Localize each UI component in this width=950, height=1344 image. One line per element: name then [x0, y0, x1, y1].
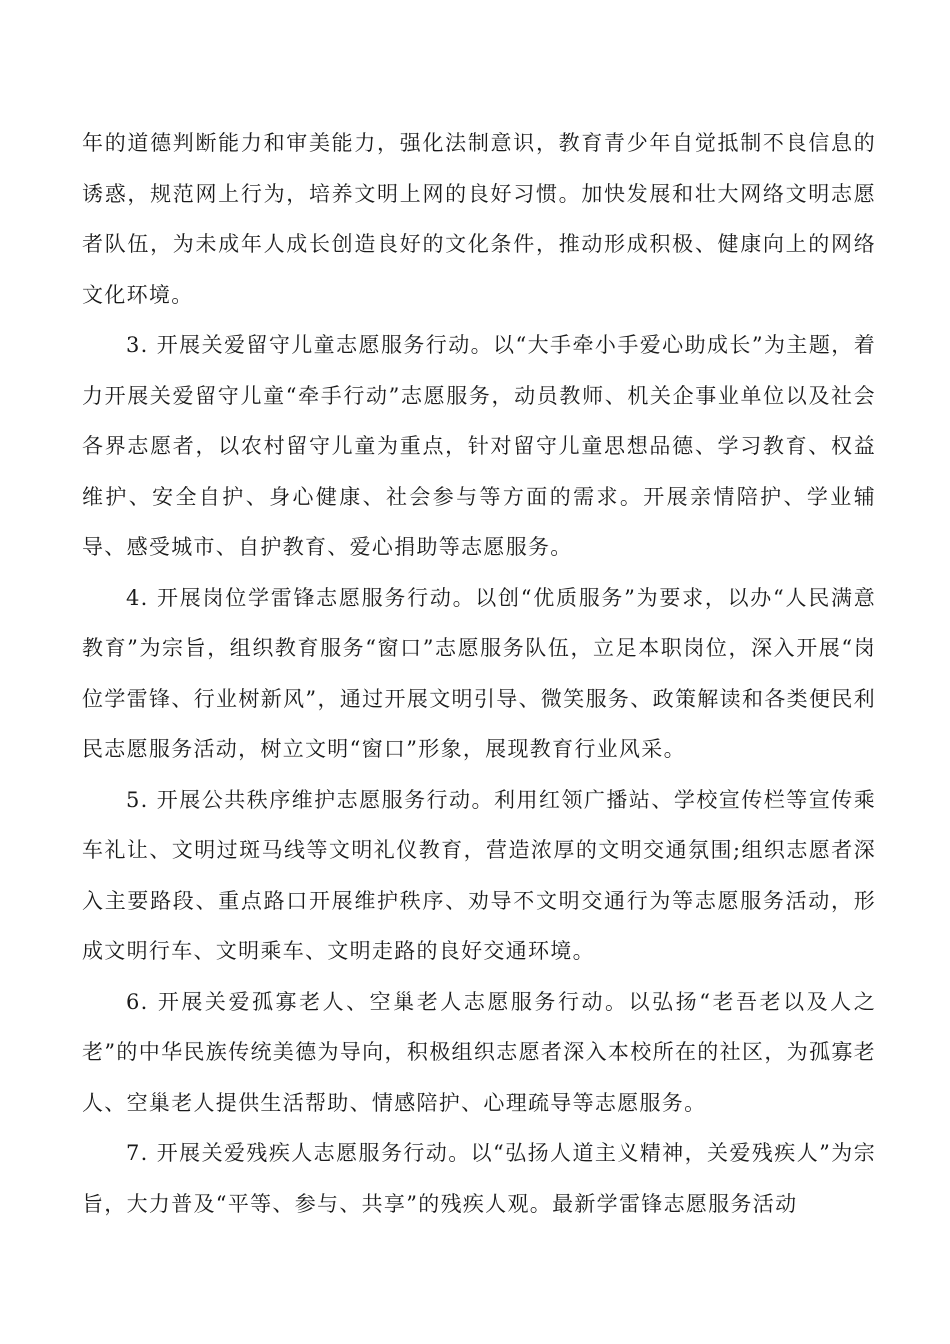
paragraph-item-7: 7. 开展关爱残疾人志愿服务行动。以“弘扬人道主义精神，关爱残疾人”为宗旨，大力普及“平等、参与、共享”的残疾人观。最新学雷锋志愿服务活动 — [82, 1141, 876, 1216]
paragraph-item-3: 3. 开展关爱留守儿童志愿服务行动。以“大手牵小手爱心助成长”为主题，着力开展关爱留守儿童“牵手行动”志愿服务，动员教师、机关企事业单位以及社会各界志愿者，以农村留守儿童为重点，针对留守儿童思想品德、学习教育、权益维护、安全自护、身心健康、社会参与等方面的需求。开展亲情陪护、学业辅导、感受城市、自护教育、爱心捐助等志愿服务。 — [82, 333, 876, 559]
paragraph-continued: 年的道德判断能力和审美能力，强化法制意识，教育青少年自觉抵制不良信息的诱惑，规范网上行为，培养文明上网的良好习惯。加快发展和壮大网络文明志愿者队伍，为未成年人成长创造良好的文化条件，推动形成积极、健康向上的网络文化环境。 — [82, 131, 876, 307]
document-body — [82, 118, 876, 1229]
paragraph-item-4: 4. 开展岗位学雷锋志愿服务行动。以创“优质服务”为要求，以办“人民满意教育”为宗旨，组织教育服务“窗口”志愿服务队伍，立足本职岗位，深入开展“岗位学雷锋、行业树新风”，通过开展文明引导、微笑服务、政策解读和各类便民利民志愿服务活动，树立文明“窗口”形象，展现教育行业风采。 — [82, 585, 876, 761]
paragraph-item-5: 5. 开展公共秩序维护志愿服务行动。利用红领广播站、学校宣传栏等宣传乘车礼让、文明过斑马线等文明礼仪教育，营造浓厚的文明交通氛围;组织志愿者深入主要路段、重点路口开展维护秩序、劝导不文明交通行为等志愿服务活动，形成文明行车、文明乘车、文明走路的良好交通环境。 — [82, 787, 876, 963]
paragraph-item-6: 6. 开展关爱孤寡老人、空巢老人志愿服务行动。以弘扬“老吾老以及人之老”的中华民族传统美德为导向，积极组织志愿者深入本校所在的社区，为孤寡老人、空巢老人提供生活帮助、情感陪护、心理疏导等志愿服务。 — [82, 989, 876, 1115]
